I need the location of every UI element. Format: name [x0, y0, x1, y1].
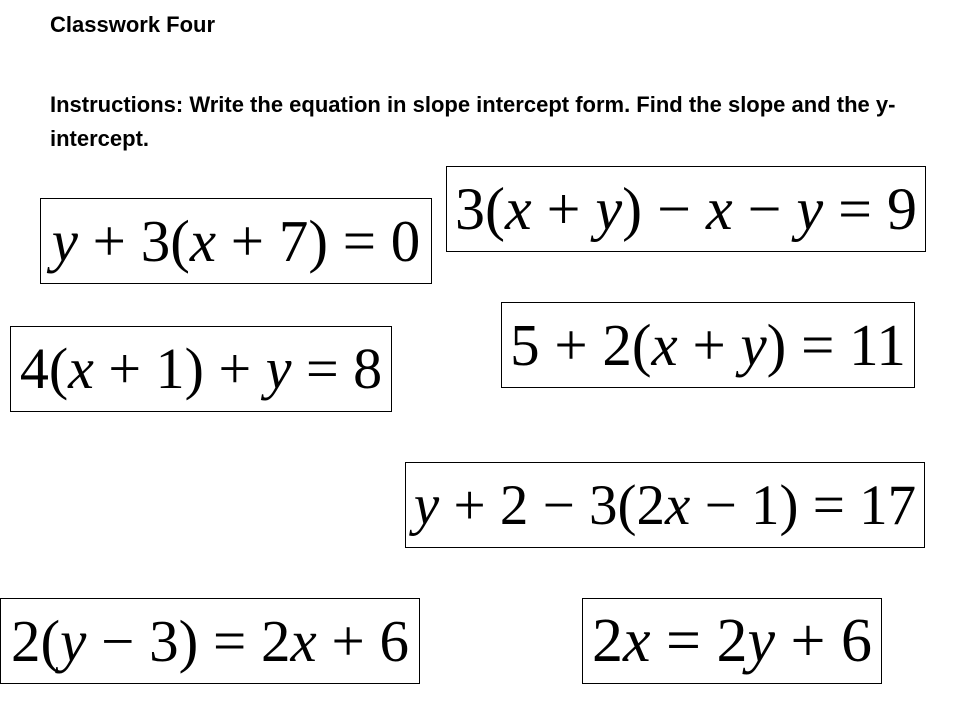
equation-box-5 [405, 462, 925, 548]
equation-box-1 [40, 198, 432, 284]
equation-box-3 [10, 326, 392, 412]
equation-2: 3(x + y) − x − y = 9 [455, 176, 917, 242]
equation-7: 2x = 2y + 6 [592, 607, 872, 675]
instructions-text: Instructions: Write the equation in slope intercept form. Find the slope and the y-intercept. [50, 92, 896, 151]
equation-4: 5 + 2(x + y) = 11 [510, 311, 906, 378]
equation-1: y + 3(x + 7) = 0 [51, 207, 421, 274]
equation-3: 4(x + 1) + y = 8 [19, 336, 383, 401]
equation-box-7 [582, 598, 882, 684]
equation-box-2 [446, 166, 926, 252]
equation-box-6 [0, 598, 420, 684]
equation-6: 2(y − 3) = 2x + 6 [10, 607, 410, 674]
equation-box-4 [501, 302, 915, 388]
equation-5: y + 2 − 3(2x − 1) = 17 [413, 473, 917, 537]
page-title: Classwork Four [50, 12, 216, 37]
